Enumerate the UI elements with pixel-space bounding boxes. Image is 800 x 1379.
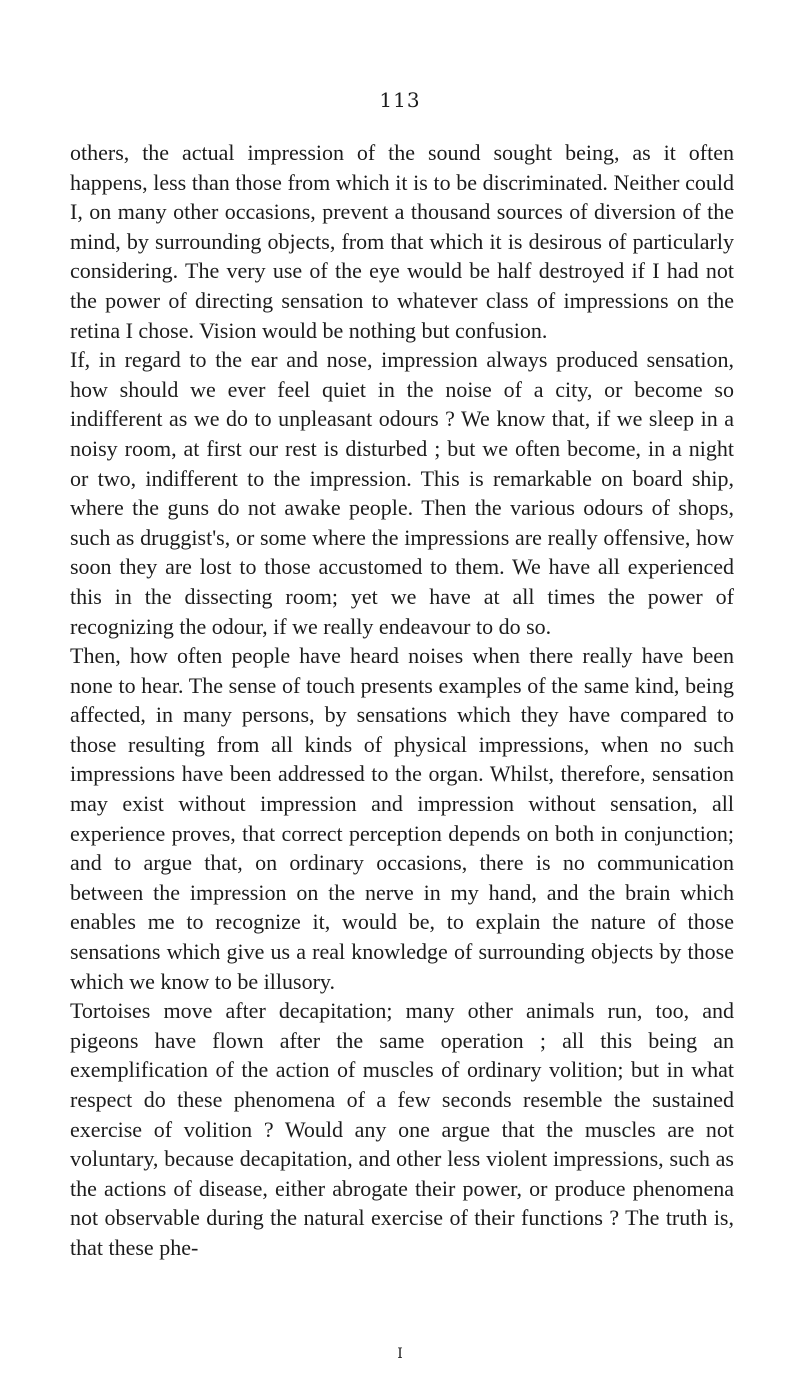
page-number: 113: [379, 88, 421, 112]
body-text: [70, 138, 734, 1263]
paragraph: others, the actual impression of the sound sought being, as it often happens, less than those from which it is to be discriminated. Neither could I, on many other occasions, prevent a thousand sources of diversion of the mind, by surrounding objects, from that which it is desirous of particularly considering. The very use of the eye would be half destroyed if I had not the power of directing sensation to whatever class of impressions on the retina I chose. Vision would be nothing but confusion.: [70, 140, 734, 343]
paragraph: If, in regard to the ear and nose, impression always produced sensation, how should we ever feel quiet in the noise of a city, or become so indifferent as we do to unpleasant odours ? We know that, if we sleep in a noisy room, at first our rest is disturbed ; but we often become, in a night or two, indifferent to the impression. This is remarkable on board ship, where the guns do not awake people. Then the various odours of shops, such as druggist's, or some where the impressions are really offensive, how soon they are lost to those accustomed to them. We have all experienced this in the dissecting room; yet we have at all times the power of recognizing the odour, if we really endeavour to do so.: [70, 347, 734, 639]
paragraph: Then, how often people have heard noises when there really have been none to hear. The sense of touch presents examples of the same kind, being affected, in many persons, by sensations which they have compared to those resulting from all kinds of physical impressions, when no such impressions have been addressed to the organ. Whilst, therefore, sensation may exist without impression and impression without sensation, all experience proves, that correct perception depends on both in conjunction; and to argue that, on ordinary occasions, there is no communication between the impression on the nerve in my hand, and the brain which enables me to recognize it, would be, to explain the nature of those sensations which give us a real knowledge of surrounding objects by those which we know to be illusory.: [70, 643, 734, 994]
paragraph: Tortoises move after decapitation; many other animals run, too, and pigeons have flown after the same operation ; all this being an exemplification of the action of muscles of ordinary volition; but in what respect do these phenomena of a few seconds resemble the sustained exercise of volition ? Would any one argue that the muscles are not voluntary, because decapitation, and other less violent impressions, such as the actions of disease, either abrogate their power, or produce phenomena not observable during the natural exercise of their functions ? The truth is, that these phe-: [70, 998, 734, 1260]
signature-mark: I: [397, 1346, 403, 1362]
